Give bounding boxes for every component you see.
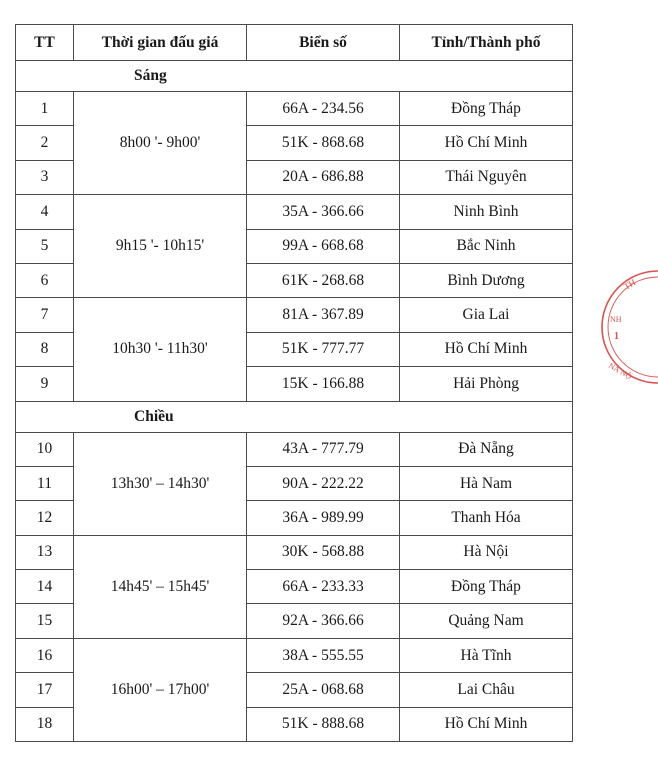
header-tt: TT	[16, 25, 74, 61]
plate-cell: 20A - 686.88	[247, 160, 400, 194]
plate-cell: 51K - 777.77	[247, 332, 400, 366]
plate-cell: 81A - 367.89	[247, 298, 400, 332]
tt-cell: 6	[16, 263, 74, 297]
table-row	[16, 195, 573, 229]
auction-schedule-table	[15, 24, 573, 742]
city-cell: Quảng Nam	[400, 604, 573, 638]
city-cell: Đà Nẵng	[400, 432, 573, 466]
header-time: Thời gian đấu giá	[74, 25, 247, 61]
stamp-text: 1	[614, 331, 619, 342]
header-plate: Biển số	[247, 25, 400, 61]
tt-cell: 11	[16, 466, 74, 500]
plate-cell: 90A - 222.22	[247, 466, 400, 500]
city-cell: Hà Nam	[400, 466, 573, 500]
table-row	[16, 638, 573, 672]
tt-cell: 14	[16, 570, 74, 604]
city-cell: Hà Nội	[400, 535, 573, 569]
time-slot-cell: 13h30' – 14h30'	[74, 432, 247, 535]
city-cell: Đồng Tháp	[400, 92, 573, 126]
plate-cell: 66A - 234.56	[247, 92, 400, 126]
plate-cell: 92A - 366.66	[247, 604, 400, 638]
table-row	[16, 535, 573, 569]
stamp-text: TH	[622, 277, 638, 292]
city-cell: Lai Châu	[400, 673, 573, 707]
city-cell: Bắc Ninh	[400, 229, 573, 263]
tt-cell: 2	[16, 126, 74, 160]
tt-cell: 8	[16, 332, 74, 366]
tt-cell: 3	[16, 160, 74, 194]
tt-cell: 1	[16, 92, 74, 126]
tt-cell: 16	[16, 638, 74, 672]
red-seal-stamp	[598, 262, 658, 392]
city-cell: Bình Dương	[400, 263, 573, 297]
tt-cell: 13	[16, 535, 74, 569]
city-cell: Đồng Tháp	[400, 570, 573, 604]
section-row	[16, 61, 573, 92]
plate-cell: 51K - 888.68	[247, 707, 400, 741]
plate-cell: 30K - 568.88	[247, 535, 400, 569]
plate-cell: 51K - 868.68	[247, 126, 400, 160]
tt-cell: 7	[16, 298, 74, 332]
plate-cell: 36A - 989.99	[247, 501, 400, 535]
city-cell: Hồ Chí Minh	[400, 332, 573, 366]
city-cell: Hà Tĩnh	[400, 638, 573, 672]
city-cell: Hồ Chí Minh	[400, 126, 573, 160]
time-slot-cell: 14h45' – 15h45'	[74, 535, 247, 638]
stamp-text: NÀ NỘ	[607, 360, 634, 382]
time-slot-cell: 10h30 '- 11h30'	[74, 298, 247, 401]
plate-cell: 38A - 555.55	[247, 638, 400, 672]
plate-cell: 35A - 366.66	[247, 195, 400, 229]
plate-cell: 66A - 233.33	[247, 570, 400, 604]
stamp-text: NH	[610, 315, 622, 324]
header-row	[16, 25, 573, 61]
city-cell: Hồ Chí Minh	[400, 707, 573, 741]
tt-cell: 17	[16, 673, 74, 707]
tt-cell: 15	[16, 604, 74, 638]
tt-cell: 4	[16, 195, 74, 229]
section-row	[16, 401, 573, 432]
tt-cell: 10	[16, 432, 74, 466]
tt-cell: 9	[16, 367, 74, 401]
tt-cell: 5	[16, 229, 74, 263]
plate-cell: 61K - 268.68	[247, 263, 400, 297]
table-row	[16, 432, 573, 466]
city-cell: Hải Phòng	[400, 367, 573, 401]
plate-cell: 99A - 668.68	[247, 229, 400, 263]
city-cell: Ninh Bình	[400, 195, 573, 229]
time-slot-cell: 16h00' – 17h00'	[74, 638, 247, 741]
city-cell: Thanh Hóa	[400, 501, 573, 535]
plate-cell: 15K - 166.88	[247, 367, 400, 401]
table-row	[16, 92, 573, 126]
section-title: Chiều	[16, 401, 573, 432]
city-cell: Gia Lai	[400, 298, 573, 332]
plate-cell: 43A - 777.79	[247, 432, 400, 466]
header-city: Tỉnh/Thành phố	[400, 25, 573, 61]
table-row	[16, 298, 573, 332]
time-slot-cell: 9h15 '- 10h15'	[74, 195, 247, 298]
section-title: Sáng	[16, 61, 573, 92]
time-slot-cell: 8h00 '- 9h00'	[74, 92, 247, 195]
tt-cell: 18	[16, 707, 74, 741]
plate-cell: 25A - 068.68	[247, 673, 400, 707]
tt-cell: 12	[16, 501, 74, 535]
city-cell: Thái Nguyên	[400, 160, 573, 194]
